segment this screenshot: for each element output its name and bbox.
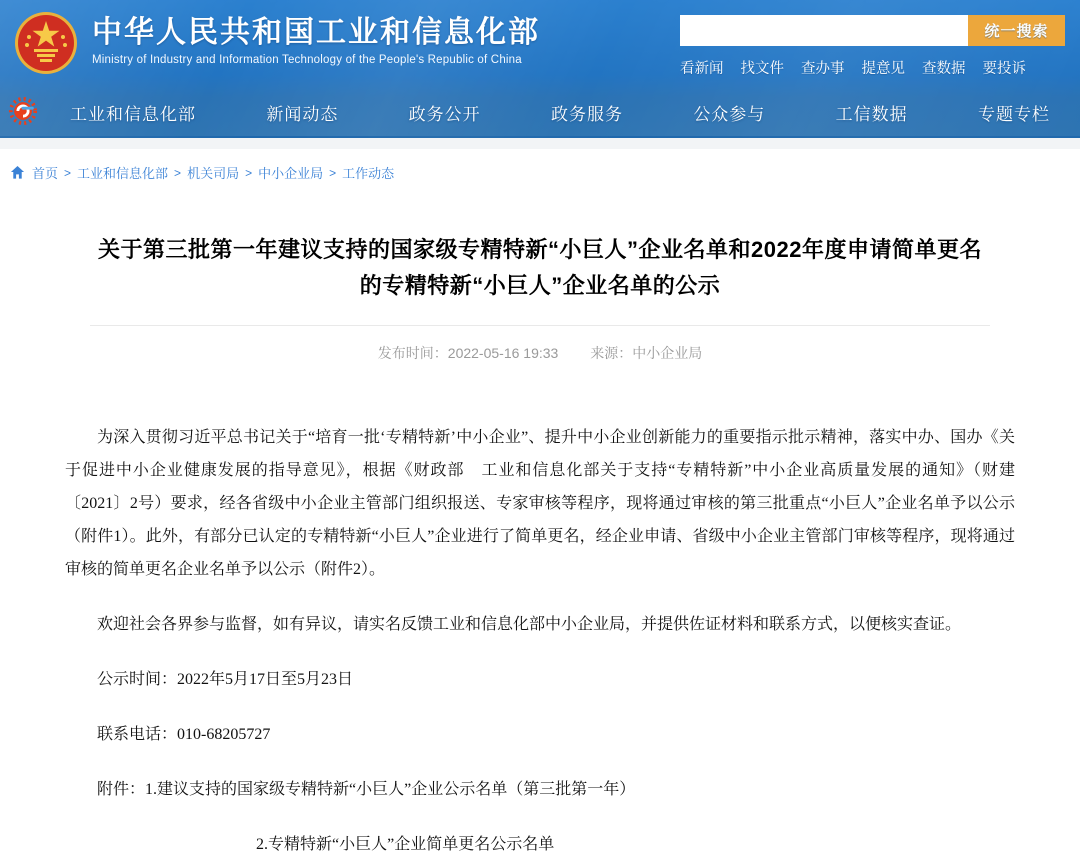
- site-brand: [92, 16, 540, 66]
- nav-item-special-topics[interactable]: 专题专栏: [977, 104, 1050, 124]
- site-subtitle: Ministry of Industry and Information Technology of the People's Republic of China: [92, 54, 522, 66]
- nav-item-data[interactable]: 工信数据: [835, 104, 908, 124]
- paragraph-phone: 联系电话：010-68205727: [97, 726, 271, 743]
- breadcrumb-work-updates[interactable]: 工作动态: [342, 166, 395, 181]
- attachment-line-1: 附件：1.建议支持的国家级专精特新“小巨人”企业公示名单（第三批第一年）: [97, 781, 636, 798]
- article-body: [65, 421, 1015, 861]
- nav-item-miit[interactable]: 工业和信息化部: [70, 104, 196, 124]
- paragraph-intro: 为深入贯彻习近平总书记关于“培育一批‘专精特新’中小企业”、提升中小企业创新能力的重要指示批示精神，落实中办、国办《关于促进中小企业健康发展的指导意见》，根据《财政部 工业和信息化部关于支持“专精特新”中小企业高质量发展的通知》（财建〔2021〕2号）要求，经各省级中小企业主管部门组织报送、专家审核等程序，现将通过审核的第三批重点“小巨人”企业名单予以公示（附件1）。此外，有部分已认定的专精特新“小巨人”企业进行了简单更名，经企业申请、省级中小企业主管部门审核等程序，现将通过审核的简单更名企业名单予以公示（附件2）。: [65, 429, 1015, 578]
- search-input[interactable]: [680, 15, 968, 46]
- gov-site-logo-icon: [8, 96, 38, 126]
- header-top: [0, 0, 1080, 88]
- site-title: 中华人民共和国工业和信息化部: [92, 16, 540, 49]
- breadcrumb-home[interactable]: 首页: [32, 166, 59, 181]
- quick-link-services[interactable]: 查办事: [801, 61, 845, 77]
- quick-link-news[interactable]: 看新闻: [680, 61, 724, 77]
- breadcrumb-separator: >: [329, 165, 337, 180]
- quick-link-files[interactable]: 找文件: [740, 61, 784, 77]
- site-banner: [0, 0, 1080, 138]
- page-gap: [0, 138, 1080, 149]
- nav-item-gov-disclosure[interactable]: 政务公开: [408, 104, 481, 124]
- main-nav: [0, 88, 1080, 136]
- breadcrumb-departments[interactable]: 机关司局: [187, 166, 240, 181]
- meta-divider: [90, 325, 990, 326]
- attachment-line-2: 2.专精特新“小巨人”企业简单更名公示名单: [256, 836, 555, 853]
- breadcrumb-separator: >: [64, 165, 72, 180]
- unified-search-button[interactable]: 统一搜索: [968, 15, 1065, 46]
- nav-item-gov-services[interactable]: 政务服务: [550, 104, 623, 124]
- quick-link-suggestions[interactable]: 提意见: [861, 61, 905, 77]
- national-emblem-icon: [14, 11, 78, 75]
- breadcrumb-miit[interactable]: 工业和信息化部: [77, 166, 169, 181]
- article-title: 关于第三批第一年建议支持的国家级专精特新“小巨人”企业名单和2022年度申请简单更名的专精特新“小巨人”企业名单的公示: [98, 237, 982, 298]
- nav-item-public-participation[interactable]: 公众参与: [693, 104, 766, 124]
- breadcrumb: [0, 149, 1080, 196]
- quick-link-data[interactable]: 查数据: [922, 61, 966, 77]
- article-source: 来源：中小企业局: [590, 345, 703, 361]
- quick-link-complaints[interactable]: 要投诉: [982, 61, 1026, 77]
- paragraph-show-time: 公示时间：2022年5月17日至5月23日: [97, 671, 354, 688]
- search-zone: [680, 15, 1065, 78]
- article-meta: [65, 343, 1015, 363]
- paragraph-supervision: 欢迎社会各界参与监督，如有异议，请实名反馈工业和信息化部中小企业局，并提供佐证材料和联系方式，以便核实查证。: [97, 616, 962, 633]
- nav-items: [0, 100, 1080, 125]
- breadcrumb-sme-bureau[interactable]: 中小企业局: [258, 166, 324, 181]
- breadcrumb-separator: >: [245, 165, 253, 180]
- publish-time: 发布时间：2022-05-16 19:33: [377, 345, 559, 361]
- home-icon: [10, 165, 25, 180]
- article: [65, 232, 1015, 861]
- nav-item-news[interactable]: 新闻动态: [266, 104, 339, 124]
- breadcrumb-separator: >: [174, 165, 182, 180]
- quick-links: [680, 57, 1065, 78]
